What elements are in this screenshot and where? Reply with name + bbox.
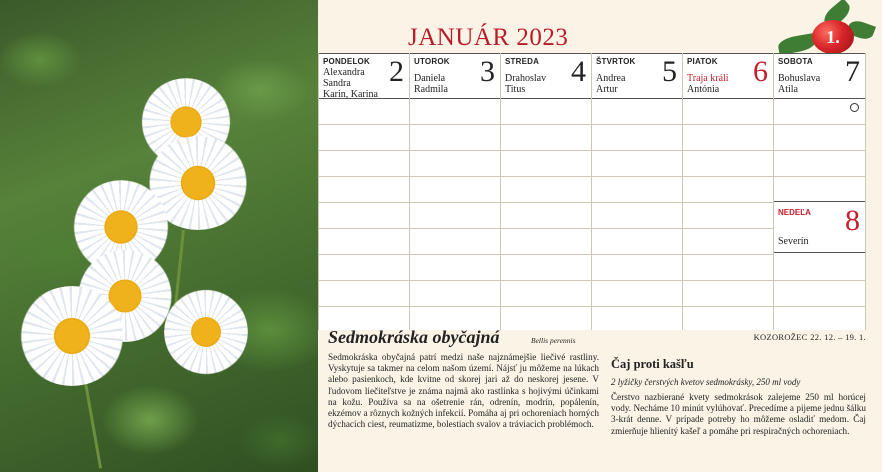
writing-line [319, 254, 409, 255]
writing-line [683, 306, 773, 307]
writing-line [319, 124, 409, 125]
holiday-label: Traja králi [687, 73, 729, 84]
writing-line [410, 306, 500, 307]
nameday-list: Severín [778, 236, 809, 247]
day-column-friday[interactable] [682, 53, 773, 330]
month-title: JANUÁR 2023 [408, 24, 569, 51]
writing-line [774, 306, 865, 307]
writing-line [501, 254, 591, 255]
writing-line [501, 306, 591, 307]
writing-line [683, 150, 773, 151]
day-number: 4 [571, 55, 586, 88]
day-number: 5 [662, 55, 677, 88]
writing-line [592, 176, 682, 177]
day-header [683, 53, 773, 99]
writing-line [592, 228, 682, 229]
writing-line [501, 176, 591, 177]
writing-line [319, 306, 409, 307]
day-name: PIATOK [687, 57, 718, 66]
writing-line [501, 280, 591, 281]
writing-line [592, 306, 682, 307]
day-column-monday[interactable] [318, 53, 409, 330]
writing-line [683, 280, 773, 281]
writing-line [410, 124, 500, 125]
day-number: 2 [389, 55, 404, 88]
writing-line [410, 280, 500, 281]
day-name: NEDEĽA [778, 208, 811, 217]
latin-name: Bellis perennis [531, 336, 576, 345]
week-grid [318, 53, 866, 330]
day-header [774, 53, 865, 99]
nameday-list: Daniela Radmila [414, 73, 448, 95]
writing-line [592, 202, 682, 203]
writing-line [774, 150, 865, 151]
day-column-thursday[interactable] [591, 53, 682, 330]
writing-line [683, 228, 773, 229]
writing-line [319, 280, 409, 281]
writing-line [774, 124, 865, 125]
writing-line [774, 176, 865, 177]
writing-line [410, 176, 500, 177]
recipe-text: Čerstvo nazbierané kvety sedmokrások zalejeme 250 ml horúcej vody. Necháme 10 minút vylúhovať. Precedíme a pijeme jednu šálku 3-krát denne. V prípade potreby ho môžeme osladiť medom. Čaj zmierňuje hlienitý kašeľ a pomáhe pri respiračných ochoreniach. [611, 392, 866, 436]
day-number: 6 [753, 55, 768, 88]
writing-line [592, 124, 682, 125]
writing-line [410, 254, 500, 255]
day-number: 7 [845, 55, 860, 88]
sunday-cell[interactable] [774, 201, 865, 253]
day-column-tuesday[interactable] [409, 53, 500, 330]
day-header [501, 53, 591, 99]
writing-line [683, 202, 773, 203]
day-column-saturday[interactable] [773, 53, 866, 330]
writing-line [501, 202, 591, 203]
nameday-list: Andrea Artur [596, 73, 626, 95]
day-name: STREDA [505, 57, 540, 66]
writing-line [683, 176, 773, 177]
writing-line [319, 228, 409, 229]
nameday-list: Drahoslav Titus [505, 73, 547, 95]
writing-line [410, 228, 500, 229]
writing-line [683, 254, 773, 255]
writing-line [319, 150, 409, 151]
article-title: Sedmokráska obyčajná [328, 327, 500, 347]
day-header [410, 53, 500, 99]
day-name: UTOROK [414, 57, 450, 66]
writing-line [410, 202, 500, 203]
writing-line [319, 202, 409, 203]
zodiac-sign: KOZOROŽEC 22. 12. – 19. 1. [753, 332, 866, 342]
writing-line [501, 124, 591, 125]
day-name: ŠTVRTOK [596, 57, 636, 66]
daisy-photo [0, 0, 318, 472]
full-moon-icon [850, 103, 859, 112]
writing-line [501, 228, 591, 229]
recipe-title: Čaj proti kašľu [611, 357, 694, 371]
day-number: 8 [845, 204, 860, 237]
writing-line [319, 176, 409, 177]
recipe-ingredients: 2 lyžičky čerstvých kvetov sedmokrásky, 250 ml vody [611, 377, 801, 387]
writing-line [410, 150, 500, 151]
writing-line [592, 254, 682, 255]
day-name: PONDELOK [323, 57, 370, 66]
week-number-badge: 1. [812, 20, 854, 54]
nameday-list: Alexandra Sandra Karin, Karina [323, 67, 378, 100]
day-number: 3 [480, 55, 495, 88]
writing-line [774, 280, 865, 281]
nameday-list: Bohuslava Atila [778, 73, 821, 95]
writing-line [592, 280, 682, 281]
writing-line [501, 150, 591, 151]
day-header [592, 53, 682, 99]
article-text: Sedmokráska obyčajná patrí medzi naše najznámejšie liečivé rastliny. Vyskytuje sa takmer na celom našom území. Nájsť ju môžeme na lúkach alebo pasienkoch, kde kvitne od skorej jari až do neskorej jesene. V ľudovom liečiteľstve je známa najmä ako rastlinka s hojivými účinkami na kožu. Používa sa na ošetrenie rán, odrenín, modrín, popálenín, ekzémov a rôznych kožných infekcií. Pomáha aj pri ochoreniach horných dýchacích ciest, reumatizme, bolestiach svalov a tráviacich problémoch. [328, 352, 599, 430]
day-header [319, 53, 409, 99]
nameday-list: Traja králi Antónia [687, 73, 729, 95]
writing-line [592, 150, 682, 151]
day-name: SOBOTA [778, 57, 813, 66]
day-column-wednesday[interactable] [500, 53, 591, 330]
writing-line [683, 124, 773, 125]
